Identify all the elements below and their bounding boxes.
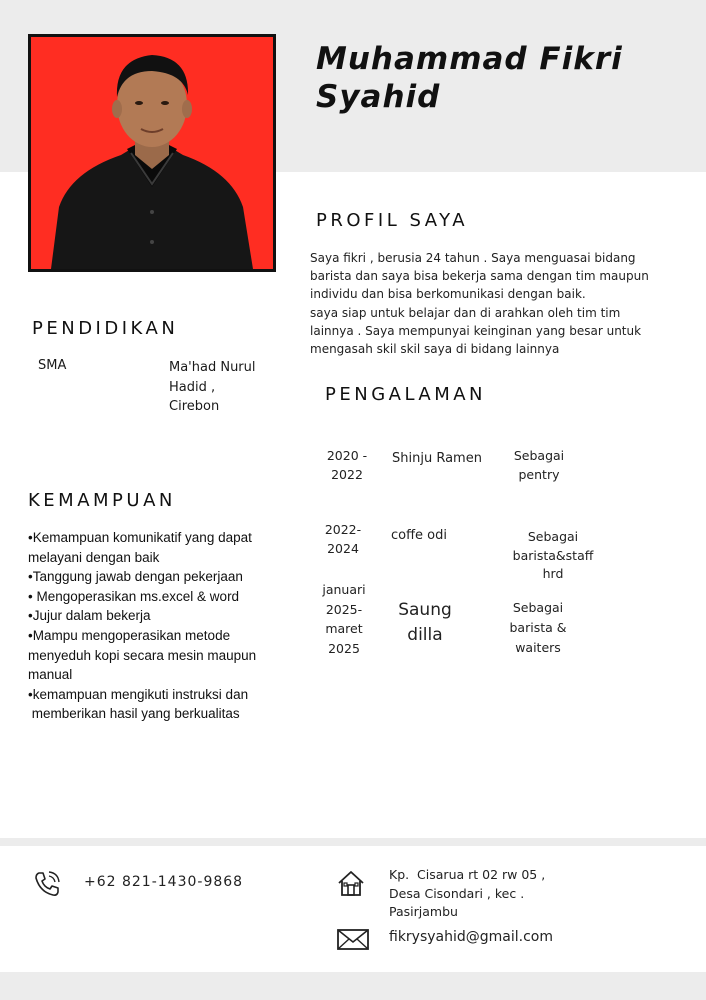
envelope-icon (336, 927, 370, 955)
experience-place: coffe odi (390, 528, 447, 543)
skill-item: •Tanggung jawab dengan pekerjaan (28, 569, 243, 585)
education-school: Ma'had Nurul Hadid , Cirebon (169, 360, 256, 414)
phone-icon (32, 869, 62, 903)
education-heading: PENDIDIKAN (32, 318, 179, 339)
skill-item: •Jujur dalam bekerja (28, 608, 151, 624)
experience-period: januari 2025- maret 2025 (322, 582, 366, 656)
skill-item: •Kemampuan komunikatif yang dapat melayani dengan baik (28, 530, 252, 565)
skills-heading: KEMAMPUAN (28, 490, 176, 511)
experience-place: Saung dilla (398, 600, 452, 645)
experience-place: Shinju Ramen (392, 451, 482, 466)
profile-heading: PROFIL SAYA (316, 210, 469, 231)
email-address: fikrysyahid@gmail.com (389, 929, 554, 945)
experience-period: 2020 - 2022 (326, 448, 368, 482)
experience-role: Sebagai barista & waiters (509, 600, 567, 655)
experience-period: 2022- 2024 (324, 522, 362, 556)
skills-list (28, 528, 288, 724)
skill-item: • Mengoperasikan ms.excel & word (28, 588, 240, 604)
house-icon (336, 868, 366, 902)
footer-divider (0, 838, 706, 846)
address: Kp. Cisarua rt 02 rw 05 , Desa Cisondari , kec . Pasirjambu (389, 867, 546, 919)
profile-photo (28, 34, 276, 272)
experience-heading: PENGALAMAN (325, 384, 487, 405)
phone-number: +62 821-1430-9868 (84, 874, 244, 890)
skill-item: •Mampu mengoperasikan metode menyeduh kopi secara mesin maupun manual (28, 627, 257, 683)
full-name: Muhammad Fikri Syahid (316, 41, 623, 115)
education-level: SMA (38, 358, 67, 373)
footer-band (0, 972, 706, 1000)
experience-role: Sebagai pentry (513, 448, 565, 482)
experience-role: Sebagai barista&staff hrd (512, 529, 594, 581)
skill-item: •kemampuan mengikuti instruksi dan memberikan hasil yang berkualitas (28, 686, 249, 722)
profile-text: Saya fikri , berusia 24 tahun . Saya menguasai bidang barista dan saya bisa bekerja sama dengan tim maupun individu dan bisa berkomunikasi dengan baik. saya siap untuk belajar dan di arahkan oleh tim tim lainnya . Saya mempunyai keinginan yang besar untuk mengasah skil skil saya di bidang lainnya (310, 251, 649, 357)
